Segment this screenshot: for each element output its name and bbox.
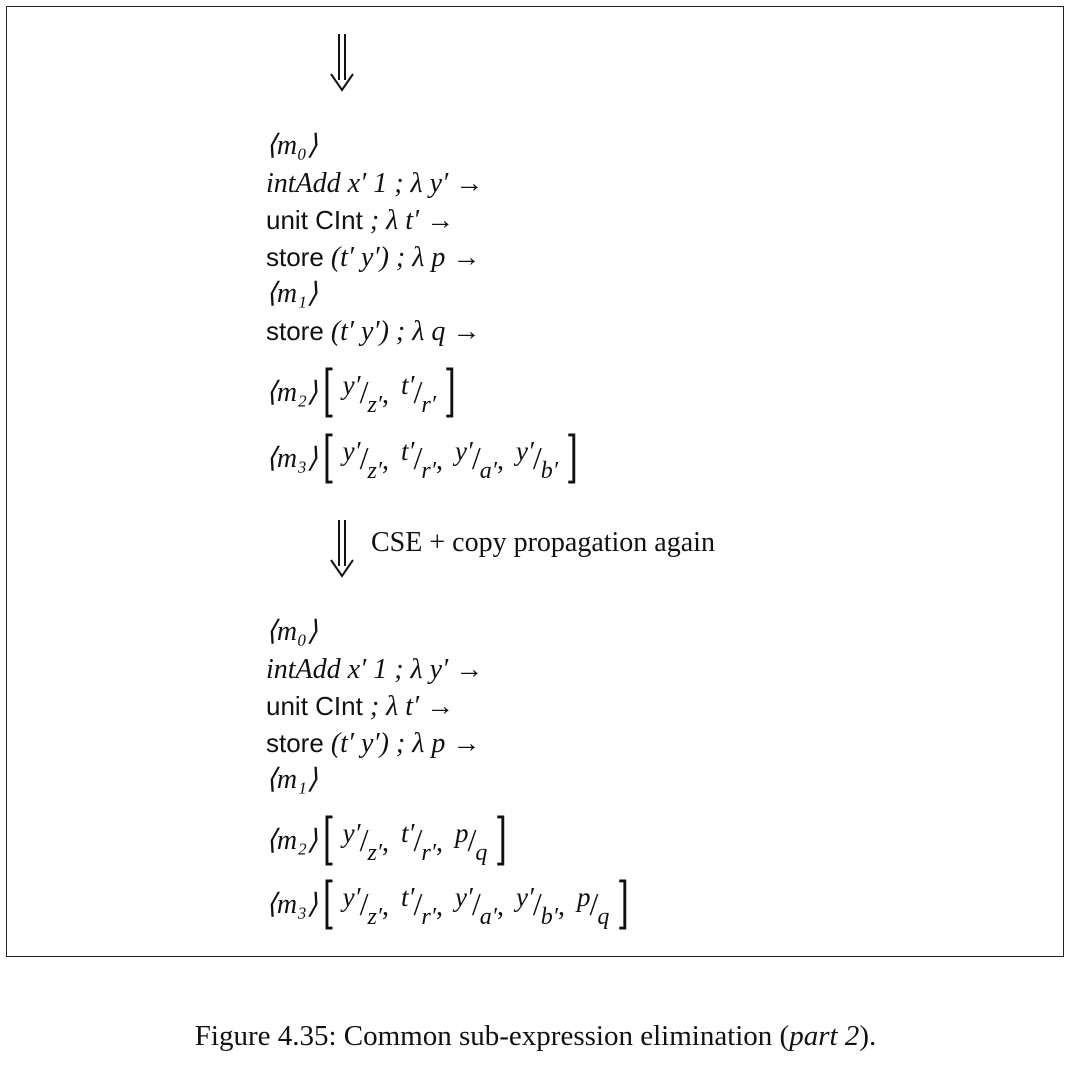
block2-intadd-name: intAdd	[266, 654, 341, 685]
substitution-old: r′	[421, 457, 436, 484]
substitution-new: y′	[515, 435, 534, 466]
substitution: p/q	[454, 817, 488, 866]
substitution-new: y′	[342, 881, 361, 912]
block2-m3-row: ⟨m₃⟩ [ y′/z′, t′/r′, y′/a′, y′/b′, p/q ]	[266, 871, 630, 936]
substitution: y′/b′	[515, 435, 559, 484]
substitution-old: r′	[421, 839, 436, 866]
block1-store2-line	[266, 313, 480, 349]
block1-m2-substitutions	[340, 369, 439, 418]
substitution-old: q	[475, 839, 488, 866]
substitution: t′/r′,	[401, 435, 443, 484]
caption-prefix: Figure 4.35: Common sub-expression elimination (	[194, 1020, 790, 1052]
block1-m3-label: ⟨m₃⟩	[266, 443, 318, 474]
substitution: y′/z′,	[342, 881, 390, 930]
substitution-old: a′	[479, 903, 497, 930]
substitution-old: b′	[540, 903, 559, 930]
block1-unit-line	[266, 202, 454, 238]
substitution-old: z′	[367, 457, 383, 484]
caption-suffix: ).	[859, 1020, 877, 1052]
double-down-arrow-icon	[327, 34, 357, 92]
substitution: t′/r′	[401, 369, 436, 418]
block2-store-rest: (t′ y′) ; λ p →	[323, 728, 481, 759]
substitution-new: y′	[454, 881, 473, 912]
substitution-old: q	[597, 903, 610, 930]
double-down-arrow-icon	[327, 520, 357, 578]
block2-intadd-line	[266, 651, 483, 687]
substitution-new: t′	[401, 881, 415, 912]
substitution-new: p	[454, 817, 469, 848]
substitution-new: y′	[454, 435, 473, 466]
block1-store-rest: (t′ y′) ; λ p →	[323, 242, 481, 273]
block1-unit-rest: ; λ t′ →	[362, 205, 455, 236]
substitution-new: y′	[342, 435, 361, 466]
substitution: p/q	[577, 881, 610, 930]
substitution-old: z′	[367, 391, 383, 418]
block1-intadd-line	[266, 165, 483, 201]
block1-intadd-name: intAdd	[266, 168, 341, 199]
block2-m3-label: ⟨m₃⟩	[266, 889, 318, 920]
substitution-new: p	[577, 881, 591, 912]
substitution: y′/z′,	[342, 435, 390, 484]
substitution: t′/r′,	[401, 817, 443, 866]
block1-m1: ⟨m₁⟩	[266, 278, 318, 309]
block2-store-kw: store	[266, 728, 324, 758]
substitution-old: b′	[540, 457, 559, 484]
substitution-old: r′	[421, 391, 436, 418]
substitution: y′/z′,	[342, 369, 390, 418]
substitution-old: z′	[367, 903, 383, 930]
substitution: y′/z′,	[342, 817, 390, 866]
block2-unit-kw: unit CInt	[266, 691, 363, 721]
substitution-new: y′	[342, 369, 361, 400]
block2-m2-substitutions	[340, 817, 491, 866]
block2-intadd-rest: x′ 1 ; λ y′ →	[340, 654, 484, 685]
block1-store-kw: store	[266, 242, 324, 272]
block1-m0: ⟨m₀⟩	[266, 130, 318, 161]
block2-m1: ⟨m₁⟩	[266, 764, 318, 795]
block2-m2-row: ⟨m₂⟩ [ y′/z′, t′/r′, p/q ]	[266, 807, 508, 872]
block1-intadd-rest: x′ 1 ; λ y′ →	[340, 168, 484, 199]
block1-m3-row: ⟨m₃⟩ [ y′/z′, t′/r′, y′/a′, y′/b′ ]	[266, 425, 578, 490]
substitution: y′/a′,	[454, 435, 504, 484]
block1-store2-kw: store	[266, 316, 324, 346]
substitution-new: t′	[401, 435, 415, 466]
block2-store-line	[266, 725, 480, 761]
substitution-new: t′	[401, 817, 415, 848]
block1-m2-row: ⟨m₂⟩ [ y′/z′, t′/r′ ]	[266, 359, 456, 424]
block1-m2-label: ⟨m₂⟩	[266, 377, 318, 408]
substitution-new: y′	[342, 817, 361, 848]
arrow-label: CSE + copy propagation again	[371, 527, 715, 558]
figure-caption	[0, 1020, 1071, 1053]
block2-unit-line	[266, 688, 454, 724]
block2-unit-rest: ; λ t′ →	[362, 691, 455, 722]
substitution-old: r′	[421, 903, 436, 930]
caption-italic: part 2	[789, 1020, 860, 1052]
substitution: y′/b′,	[515, 881, 566, 930]
block2-m0: ⟨m₀⟩	[266, 616, 318, 647]
block2-m2-label: ⟨m₂⟩	[266, 825, 318, 856]
block1-store2-rest: (t′ y′) ; λ q →	[323, 316, 481, 347]
substitution-new: y′	[515, 881, 534, 912]
substitution-old: z′	[367, 839, 383, 866]
substitution: y′/a′,	[454, 881, 504, 930]
block1-store-line	[266, 239, 480, 275]
substitution-new: t′	[401, 369, 415, 400]
substitution-old: a′	[479, 457, 497, 484]
block1-unit-kw: unit CInt	[266, 205, 363, 235]
substitution: t′/r′,	[401, 881, 443, 930]
